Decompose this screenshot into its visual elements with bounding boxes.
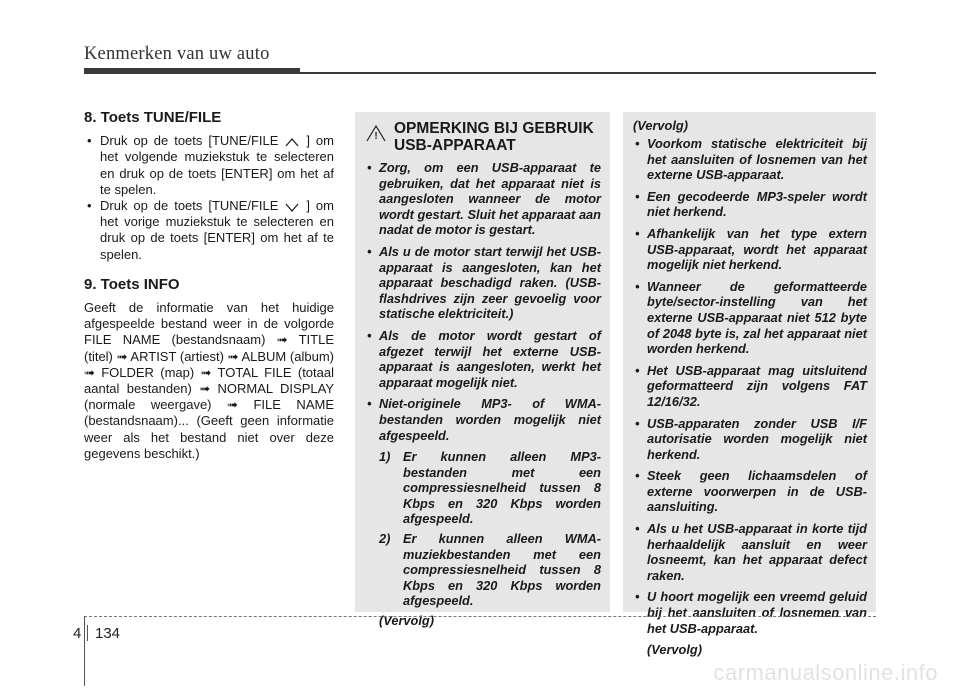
notice-box-usb-continued bbox=[623, 112, 876, 658]
list-item: • U hoort mogelijk een vreemd geluid bij het aansluiten of losnemen van het USB-apparaat. bbox=[633, 589, 867, 636]
list-item: • Niet-originele MP3- of WMA-bestanden worden mogelijk niet afgespeeld. bbox=[365, 396, 601, 443]
list-item: • Als de motor wordt gestart of afgezet terwijl het externe USB-apparaat is aangesloten, werkt het apparaat mogelijk niet. bbox=[365, 328, 601, 390]
list-item: • Druk op de toets [TUNE/FILE ] om het vorige muziekstuk te selecteren en druk op de toets [ENTER] om het af te spelen. bbox=[84, 198, 334, 263]
list-item: • Afhankelijk van het type extern USB-apparaat, wordt het apparaat mogelijk niet herkend. bbox=[633, 226, 867, 273]
list-item: • Het USB-apparaat mag uitsluitend geformatteerd zijn volgens FAT 12/16/32. bbox=[633, 363, 867, 410]
list-item: • Wanneer de geformatteerde byte/sector-instelling van het externe USB-apparaat niet 512 byte of 2048 byte is, zal het apparaat niet worden herkend. bbox=[633, 279, 867, 357]
chapter-number: 4 bbox=[73, 625, 82, 642]
list-item: • Als u het USB-apparaat in korte tijd herhaaldelijk aansluit en weer losneemt, kan het apparaat defect raken. bbox=[633, 521, 867, 583]
sub-list-item: 2) Er kunnen alleen WMA-muziekbestanden met een compressiesnelheid tussen 8 Kbps en 320 Kbps worden afgespeeld. bbox=[379, 531, 601, 609]
list-item: • Steek geen lichaamsdelen of externe voorwerpen in de USB-aansluiting. bbox=[633, 468, 867, 515]
list-item: • Zorg, om een USB-apparaat te gebruiken, dat het apparaat niet is aangesloten wanneer de motor wordt gestart. Sluit het apparaat aan nadat de motor is gestart. bbox=[365, 160, 601, 238]
notice-list bbox=[365, 160, 601, 635]
header-rule bbox=[84, 72, 876, 74]
notice-list bbox=[633, 136, 867, 664]
section-title-tune-file: 8. Toets TUNE/FILE bbox=[84, 109, 222, 126]
page-number bbox=[73, 625, 120, 642]
list-item: • Druk op de toets [TUNE/FILE ] om het volgende muziekstuk te selecteren en druk op de toets [ENTER] om het af te spelen. bbox=[84, 133, 334, 198]
warning-triangle-icon bbox=[365, 124, 387, 142]
arrow-down-icon bbox=[284, 201, 300, 213]
arrow-up-icon bbox=[284, 136, 300, 148]
page-number-divider bbox=[87, 625, 88, 641]
footer-rule bbox=[84, 616, 876, 617]
svg-text:!: ! bbox=[374, 131, 378, 142]
list-item: • USB-apparaten zonder USB I/F autorisatie worden mogelijk niet herkend. bbox=[633, 416, 867, 463]
notice-box-usb bbox=[355, 112, 610, 629]
list-item: • Een gecodeerde MP3-speler wordt niet herkend. bbox=[633, 189, 867, 220]
section-title-info: 9. Toets INFO bbox=[84, 275, 180, 293]
info-description: Geeft de informatie van het huidige afgespeelde bestand weer in de volgorde FILE NAME (bestandsnaam) ➟ TITLE (titel) ➟ ARTIST (artiest) ➟ ALBUM (album) ➟ FOLDER (map) ➟ TOTAL FILE (totaal aantal bestanden) ➟ NORMAL DISPLAY (normale weergave) ➟ FILE NAME (bestandsnaam)... (Geeft geen informatie weer als het bestand niet over deze gegevens beschikt.) bbox=[84, 300, 334, 461]
list-item: • Voorkom statische elektriciteit bij het aansluiten of losnemen van het externe USB-apparaat. bbox=[633, 136, 867, 183]
continued-top-label: (Vervolg) bbox=[633, 118, 688, 133]
sub-list-item: 1) Er kunnen alleen MP3-bestanden met een compressiesnelheid tussen 8 Kbps en 320 Kbps worden afgespeeld. bbox=[379, 449, 601, 527]
watermark: carmanualsonline.info bbox=[713, 660, 938, 685]
notice-header bbox=[365, 120, 605, 154]
page-header-title: Kenmerken van uw auto bbox=[84, 44, 270, 64]
continued-label: (Vervolg) bbox=[379, 613, 434, 629]
continued-label: (Vervolg) bbox=[647, 642, 702, 658]
left-column bbox=[84, 110, 334, 462]
page-number-value: 134 bbox=[95, 625, 121, 642]
tune-file-list bbox=[84, 133, 334, 263]
list-item: • Als u de motor start terwijl het USB-apparaat is aangesloten, kan het apparaat beschadigd raken. (USB-flashdrives zijn zeer gevoelig voor statische elektriciteit.) bbox=[365, 244, 601, 322]
notice-title: OPMERKING BIJ GEBRUIK USB-APPARAAT bbox=[394, 120, 594, 154]
